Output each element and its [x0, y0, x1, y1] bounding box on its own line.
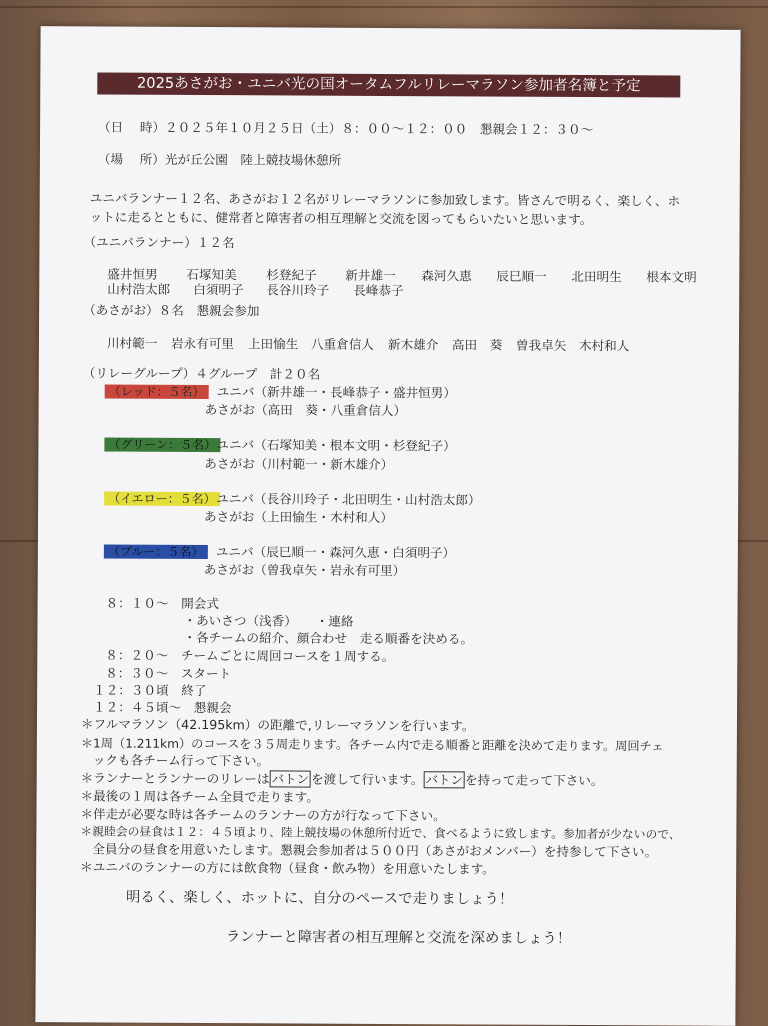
group-red-asagao: あさがお（高田 葵・八重倉信人）	[204, 402, 407, 419]
uniba-name: 森河久恵	[421, 268, 472, 284]
uniba-name: 辰巳順一	[496, 268, 547, 284]
uniba-name: 石塚知美	[186, 266, 237, 283]
uniba-name: 北田明生	[571, 268, 622, 285]
group-blue-asagao: あさがお（曽我卓矢・岩永有可里）	[203, 562, 406, 579]
uniba-heading: （ユニバランナー）１２名	[83, 234, 235, 251]
group-red-uniba: ユニバ（新井雄一・長峰恭子・盛井恒男）	[216, 384, 457, 401]
note-baton-mid: を渡して行います。	[311, 771, 424, 788]
uniba-name: 根本文明	[646, 269, 697, 285]
asagao-name: 岩永有可里	[170, 335, 234, 352]
uniba-name: 杉登紀子	[266, 267, 317, 283]
note-last-lap: ＊最後の１周は各チーム全員で走ります。	[80, 788, 319, 805]
baton-word: バトン	[423, 771, 465, 788]
group-yellow-uniba: ユニバ（長谷川玲子・北田明生・山村浩太郎）	[216, 491, 481, 508]
schedule-opening: ８：１０～ 開会式	[105, 595, 219, 612]
note-lunch-1: ＊親睦会の昼食は１２：４５頃より、陸上競技場の休憩所付近で、食べるように致します。参加者が少ないので、	[80, 824, 681, 842]
group-green-asagao: あさがお（川村範一・新木雄介）	[204, 456, 394, 473]
uniba-name: 山村浩太郎	[107, 281, 171, 297]
baton-word: バトン	[270, 770, 312, 787]
slogan-2: ランナーと障害者の相互理解と交流を深めましょう！	[225, 929, 572, 947]
schedule-team-intro: ・各チームの紹介、顔合わせ 走る順番を決める。	[183, 629, 474, 647]
schedule-party: １２：４５頃～ 懇親会	[93, 699, 232, 716]
schedule-start: ８：３０～ スタート	[105, 665, 232, 682]
group-label-blue: （ブルー：５名）	[104, 545, 208, 560]
note-baton	[81, 772, 604, 787]
group-label-green: （グリーン：５名）	[104, 438, 220, 453]
intro-line-2: ットに走るとともに、健常者と障害者の相互理解と交流を図ってもらいたいと思います。	[89, 209, 593, 228]
groups-heading: （リレーグループ）４グループ 計２０名	[82, 365, 321, 382]
place-line: （場 所）光が丘公園 陸上競技場休憩所	[97, 151, 342, 168]
uniba-name: 盛井恒男	[107, 266, 158, 282]
note-laps-1: ＊1周（1.211km）のコースを３５周走ります。各チーム内で走る順番と距離を決めて走ります。周回チェ	[80, 736, 664, 754]
schedule-greeting: ・あいさつ（浅香） ・連絡	[183, 612, 354, 629]
group-label-yellow: （イエロー：５名）	[104, 492, 220, 507]
note-refreshments: ＊ユニバのランナーの方には飲食物（昼食・飲み物）を用意いたします。	[80, 859, 495, 877]
asagao-name: 川村範一	[106, 335, 158, 351]
uniba-name: 長峰恭子	[353, 282, 404, 299]
asagao-heading: （あさがお）８名 懇親会参加	[83, 302, 260, 319]
asagao-name: 新木雄介	[387, 336, 439, 353]
group-yellow-asagao: あさがお（上田愉生・木村和人）	[204, 509, 393, 526]
document-page	[35, 26, 740, 1026]
group-label-red: （レッド：５名）	[105, 385, 209, 400]
page-title: 2025あさがお・ユニバ光の国オータムフルリレーマラソン参加者名簿と予定	[97, 72, 680, 97]
asagao-name: 八重倉信人	[310, 336, 374, 352]
group-blue-uniba: ユニバ（辰巳順一・森河久恵・白須明子）	[215, 544, 456, 561]
uniba-name: 新井雄一	[345, 267, 396, 284]
note-lunch-2: 全員分の昼食を用意いたします。懇親会参加者は５００円（あさがおメンバー）を持参して下さい。	[92, 841, 658, 860]
slogan-1: 明るく、楽しく、ホットに、自分のペースで走りましょう！	[126, 889, 514, 908]
schedule-finish: １２：３０頃 終了	[93, 682, 207, 699]
note-laps-2: ックも各チーム行って下さい。	[92, 752, 270, 769]
note-full-marathon: ＊フルマラソン（42.195km）の距離で,リレーマラソンを行います。	[80, 716, 475, 734]
note-baton-pre: ＊ランナーとランナーのリレーは	[80, 770, 270, 787]
group-green-uniba: ユニバ（石塚知美・根本文明・杉登紀子）	[216, 437, 456, 454]
asagao-name: 上田愉生	[247, 336, 299, 352]
note-baton-post: を持って走って下さい。	[464, 772, 604, 789]
uniba-name: 長谷川玲子	[266, 282, 330, 298]
intro-line-1: ユニバランナー１２名、あさがお１２名がリレーマラソンに参加致します。皆さんで明るく、楽しく、ホ	[89, 190, 681, 209]
asagao-name: 木村和人	[578, 337, 630, 354]
uniba-name: 白須明子	[193, 281, 244, 298]
schedule-warmup: ８：２０～ チームごとに周回コースを１周する。	[105, 647, 395, 665]
date-line: （日 時）２０２５年１０月２５日（土）８：００～１２：００ 懇親会１２：３０～	[98, 119, 594, 138]
asagao-name: 高田 葵	[451, 337, 503, 353]
note-pacer: ＊伴走が必要な時は各チームのランナーの方が行なって下さい。	[80, 806, 446, 824]
asagao-name: 曽我卓矢	[515, 337, 567, 353]
